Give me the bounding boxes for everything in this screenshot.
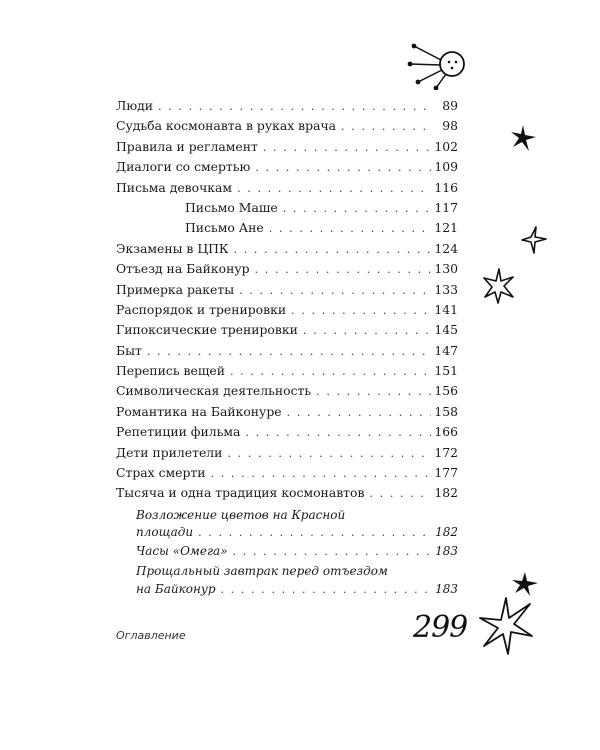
page-number: 299 (413, 610, 468, 645)
table-of-contents (116, 98, 458, 599)
toc-entry[interactable]: Отъезд на Байконур . . . 130 (116, 261, 458, 281)
star-icon (510, 570, 540, 598)
toc-entry[interactable]: Страх смерти . . . 177 (116, 465, 458, 485)
toc-entry[interactable]: Репетиции фильма . . . 166 (116, 424, 458, 444)
star-icon (508, 123, 538, 153)
toc-entry[interactable]: Гипоксические тренировки . . . 145 (116, 322, 458, 342)
toc-entry[interactable]: Быт . . . 147 (116, 343, 458, 363)
toc-subentry[interactable]: Письмо Ане . . . 121 (116, 220, 458, 240)
toc-entry[interactable]: Дети прилетели . . . 172 (116, 445, 458, 465)
toc-italic-entry[interactable]: Часы «Омега» . . . 183 (116, 543, 458, 561)
toc-entry[interactable]: Экзамены в ЦПК . . . 124 (116, 241, 458, 261)
toc-entry[interactable]: Письма девочкам . . . 116 (116, 180, 458, 200)
toc-entry[interactable]: Романтика на Байконуре . . . 158 (116, 404, 458, 424)
star-icon (482, 267, 516, 305)
toc-italic-entry[interactable]: Прощальный завтрак перед отъездом на Байконур . . . 183 (116, 563, 458, 599)
satellite-icon (404, 38, 474, 90)
star-icon (520, 225, 548, 255)
toc-entry[interactable]: Диалоги со смертью . . . 109 (116, 159, 458, 179)
toc-entry[interactable]: Распорядок и тренировки . . . 141 (116, 302, 458, 322)
toc-entry[interactable]: Правила и регламент . . . 102 (116, 139, 458, 159)
star-icon (478, 596, 534, 656)
toc-entry[interactable]: Люди . . . 89 (116, 98, 458, 118)
toc-italic-entry[interactable]: Возложение цветов на Красной площади . . . 182 (116, 507, 458, 543)
toc-subentry[interactable]: Письмо Маше . . . 117 (116, 200, 458, 220)
section-label: Оглавление (116, 629, 186, 642)
toc-entry[interactable]: Примерка ракеты . . . 133 (116, 282, 458, 302)
toc-entry[interactable]: Символическая деятельность . . . 156 (116, 383, 458, 403)
toc-entry[interactable]: Судьба космонавта в руках врача . . . 98 (116, 118, 458, 138)
toc-entry[interactable]: Тысяча и одна традиция космонавтов . . . 182 (116, 485, 458, 505)
toc-entry[interactable]: Перепись вещей . . . 151 (116, 363, 458, 383)
